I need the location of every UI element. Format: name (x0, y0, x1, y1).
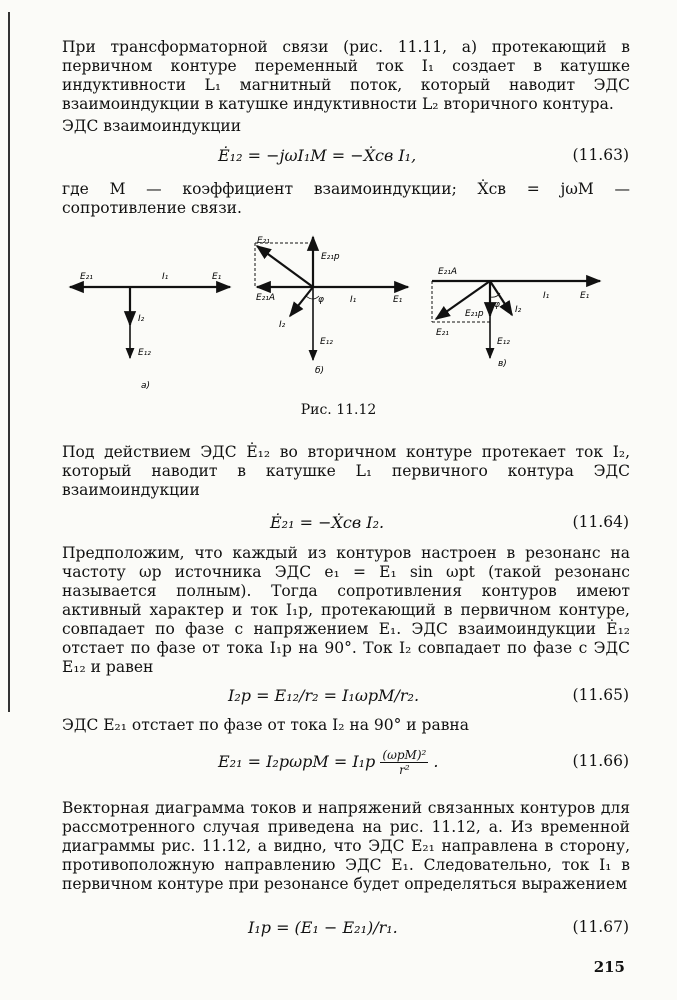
paragraph-under-action: Под действием ЭДС Ė₁₂ во вторичном контуре протекает ток I₂, который наводит в катушке L₁ первичного контура ЭДС взаимоиндукции (62, 443, 630, 499)
sublabel-a: а) (141, 381, 151, 391)
label-i2: I₂ (138, 314, 145, 324)
equation-number-11-66: (11.66) (572, 752, 629, 770)
paragraph-emf-label: ЭДС взаимоиндукции (62, 117, 242, 135)
equation-number-11-64: (11.64) (572, 513, 629, 531)
label-e21a: E₂₁А (256, 293, 276, 303)
label-e12: E₁₂ (138, 348, 151, 358)
figure-caption: Рис. 11.12 (300, 402, 377, 418)
sublabel-b: б) (315, 366, 325, 376)
equation-11-66-left: E₂₁ = I₂рωрM = I₁р (218, 752, 376, 771)
vector-diagram-c (432, 267, 600, 369)
equation-11-66-tail: . (433, 752, 439, 771)
equation-11-66 (218, 748, 439, 777)
fraction-numerator: (ωрM)² (382, 748, 427, 762)
equation-number-11-65: (11.65) (572, 686, 629, 704)
label-e21: E₂₁ (80, 272, 93, 282)
paragraph-where: где M — коэффициент взаимоиндукции; Ẋсв = jωM — сопротивление связи. (62, 180, 630, 217)
label-e1: E₁ (212, 272, 222, 282)
equation-11-63: Ė₁₂ = −jωI₁M = −Ẋсв I₁, (218, 146, 417, 165)
paragraph-vector-diagram: Векторная диаграмма токов и напряжений связанных контуров для рассмотренного случая приведена на рис. 11.12, а. Из временной диаграммы рис. 11.12, а видно, что ЭДС E₂₁ направлена в сторону, противоположную направлению ЭДС E₁. Следовательно, ток I₁ в первичном контуре при резонансе будет определяться выражением (62, 799, 630, 893)
vector-diagram-a (70, 272, 230, 391)
sublabel-c: в) (498, 359, 507, 369)
label-phi: φ (494, 300, 500, 310)
equation-11-67: I₁р = (E₁ − E₂₁)/r₁. (248, 918, 398, 937)
fraction-denominator: r² (399, 763, 410, 777)
label-i1: I₁ (162, 272, 169, 282)
label-i1: I₁ (350, 295, 357, 305)
label-i1: I₁ (543, 291, 550, 301)
label-e21p: E₂₁р (321, 252, 340, 262)
vector-i2 (290, 287, 313, 316)
label-phi: φ (318, 295, 324, 305)
paragraph-intro: При трансформаторной связи (рис. 11.11, а) протекающий в первичном контуре переменный ток I₁ создает в катушке индуктивности L₁ магнитный поток, который наводит ЭДС взаимоиндукции в катушке индуктивности L₂ вторичного контура. (62, 38, 630, 113)
label-i2: I₂ (515, 305, 522, 315)
label-e21: E₂₁ (257, 236, 270, 246)
equation-11-64: Ė₂₁ = −Ẋсв I₂. (270, 513, 385, 532)
label-e12: E₁₂ (320, 337, 333, 347)
page-number: 215 (593, 958, 625, 976)
label-e21a: E₂₁А (438, 267, 458, 277)
paragraph-e21-lags: ЭДС E₂₁ отстает по фазе от тока I₂ на 90° и равна (62, 716, 469, 734)
vector-diagram-b (255, 236, 408, 376)
figure-11-12 (0, 0, 677, 420)
equation-11-66-fraction (380, 748, 428, 777)
equation-number-11-63: (11.63) (572, 146, 629, 164)
equation-11-65: I₂р = E₁₂/r₂ = I₁ωрM/r₂. (228, 686, 420, 705)
label-e1: E₁ (580, 291, 590, 301)
label-e12: E₁₂ (497, 337, 510, 347)
label-e1: E₁ (393, 295, 403, 305)
label-i2: I₂ (279, 320, 286, 330)
label-e21p: E₂₁р (465, 309, 484, 319)
label-e21: E₂₁ (436, 328, 449, 338)
paragraph-resonance: Предположим, что каждый из контуров настроен в резонанс на частоту ωр источника ЭДС e₁ = E₁ sin ωрt (такой резонанс называется полным). Тогда сопротивления контуров имеют активный характер и ток I₁р, протекающий в первичном контуре, совпадает по фазе с напряжением E₁. ЭДС взаимоиндукции Ė₁₂ отстает по фазе от тока I₁р на 90°. Ток I₂ совпадает по фазе с ЭДС E₁₂ и равен (62, 544, 630, 676)
equation-number-11-67: (11.67) (572, 918, 629, 936)
vector-e21 (257, 246, 313, 287)
